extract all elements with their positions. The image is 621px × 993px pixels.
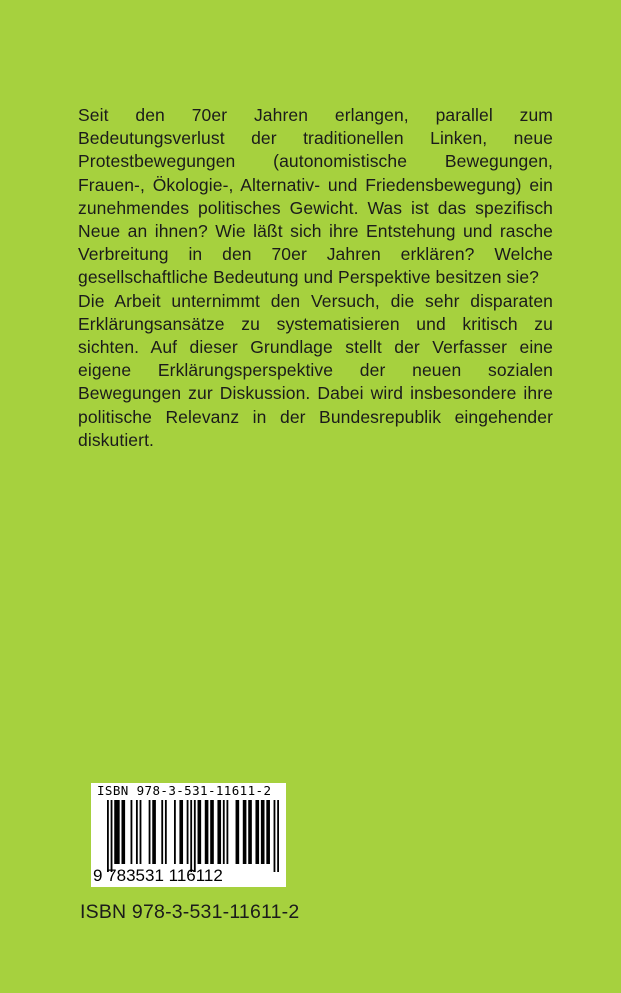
barcode-guard-bar bbox=[277, 800, 279, 872]
barcode-isbn-label: ISBN 978-3-531-11611-2 bbox=[97, 783, 272, 798]
barcode-bars bbox=[107, 800, 279, 872]
barcode-bar bbox=[174, 800, 176, 864]
barcode-guard-bar bbox=[107, 800, 109, 872]
barcode-bar bbox=[261, 800, 265, 864]
barcode-bar bbox=[255, 800, 259, 864]
isbn-barcode bbox=[91, 783, 286, 887]
barcode-bar bbox=[243, 800, 247, 864]
barcode-bar bbox=[149, 800, 151, 864]
barcode-bar bbox=[136, 800, 138, 864]
barcode-guard-bar bbox=[194, 800, 196, 872]
barcode-bar bbox=[223, 800, 225, 864]
barcode-bar bbox=[152, 800, 156, 864]
barcode-bar bbox=[210, 800, 214, 864]
barcode-bar bbox=[161, 800, 163, 864]
blurb-text bbox=[78, 104, 553, 452]
barcode-bar bbox=[140, 800, 142, 864]
barcode-bar bbox=[205, 800, 209, 864]
barcode-digits: 9 783531 116112 bbox=[93, 866, 223, 885]
barcode-guard-bar bbox=[111, 800, 113, 872]
barcode-guard-bar bbox=[274, 800, 276, 872]
barcode-bar bbox=[179, 800, 183, 864]
barcode-bar bbox=[248, 800, 252, 864]
barcode-bar bbox=[121, 800, 125, 864]
blurb-paragraph-2: Die Arbeit unternimmt den Versuch, die sehr disparaten Erklärungsansätze zu systematisieren und kritisch zu sichten. Auf dieser Grundlage stellt der Verfasser eine eigene Erklärungsperspektive der neuen sozialen Bewegungen zur Diskussion. Dabei wird insbesondere ihre politische Relevanz in der Bundesrepublik eingehender diskutiert. bbox=[78, 290, 553, 450]
barcode-bar bbox=[165, 800, 167, 864]
isbn-text: ISBN 978-3-531-11611-2 bbox=[80, 901, 300, 923]
barcode-bar bbox=[217, 800, 221, 864]
barcode-bar bbox=[226, 800, 228, 864]
barcode-guard-bar bbox=[190, 800, 192, 872]
blurb-paragraph-1: Seit den 70er Jahren erlangen, parallel zum Bedeutungsverlust der traditionellen Linken, neue Protestbewegungen (autonomistische Bewegungen, Frauen-, Ökologie-, Alternativ- und Friedensbewegung) ein zunehmendes politisches Gewicht. Was ist das spezifisch Neue an ihnen? Wie läßt sich ihre Entstehung und rasche Verbreitung in den 70er Jahren erklären? Welche gesellschaftliche Bedeutung und Perspektive besitzen sie? bbox=[78, 105, 553, 288]
barcode-bar bbox=[187, 800, 189, 864]
barcode-bar bbox=[114, 800, 119, 864]
barcode-bar bbox=[198, 800, 202, 864]
barcode-bar bbox=[266, 800, 270, 864]
barcode-bar bbox=[131, 800, 133, 864]
barcode-bar bbox=[236, 800, 240, 864]
